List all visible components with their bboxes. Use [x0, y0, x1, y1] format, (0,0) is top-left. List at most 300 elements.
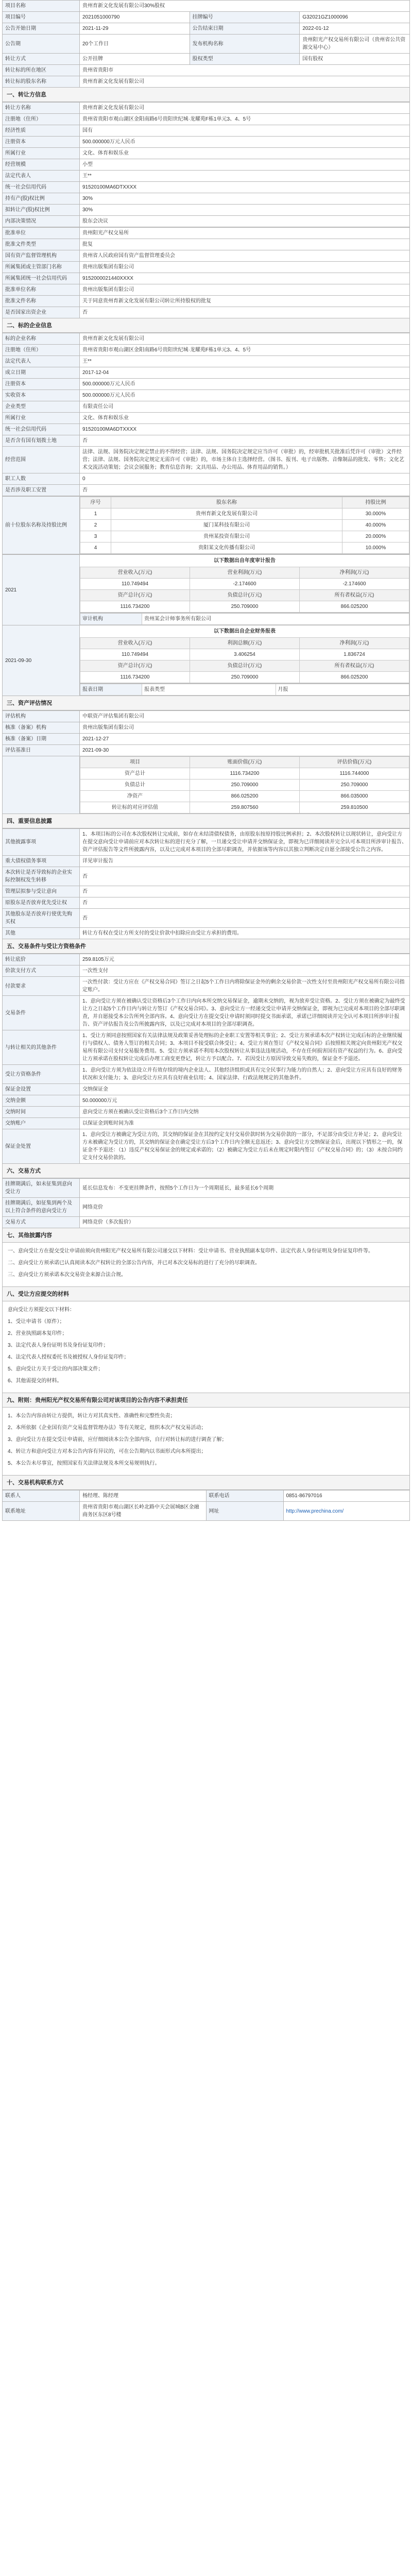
disclosure-field-value: 否: [80, 867, 410, 886]
audit-v1: 110.749494: [80, 579, 190, 590]
appraisal-approve: 贵州出版集团有限公司: [80, 722, 410, 734]
terms-field-row: [3, 1084, 410, 1095]
disclosure-field-row: [3, 886, 410, 897]
seller-field-row: [3, 171, 410, 182]
target-field-value: 2017-12-04: [80, 367, 410, 379]
recent-title: 以下数据出自企业财务报表: [214, 629, 276, 634]
rules-p3: 3、意向受让方在提交受让申请前，应仔细阅读本公告全部内容，自行对转让标的进行调查了解；: [8, 1437, 227, 1443]
seller-field-row: [3, 159, 410, 171]
terms-field-row: [3, 1107, 410, 1118]
appraisal-value-cell: 259.810500: [300, 802, 409, 814]
recent-date: 2021-09-30: [3, 625, 80, 696]
seller-field-label: 注册地（住所）: [3, 114, 80, 125]
recent-date-label: 报表日期: [80, 684, 142, 696]
target-field-value: 否: [80, 485, 410, 496]
material-item: 3、法定代表人身份证明书及身份证复印件；: [8, 1343, 109, 1348]
shareholder-name-label: 转让标的股东名称: [3, 76, 80, 88]
deal-field-value: 网络竞价（多次报价）: [80, 1217, 410, 1228]
terms-field-value: 1、意向受让方被确定为受让方的，其交纳的保证金在其按约定支付交易价款时转为交易价款的一部分，不足部分由受让方补足；2、意向受让方未被确定为受让方的，其交纳的保证金在确定受让方后3个工作日内全额无息返还；3、意向受让方交纳保证金后，出现以下情形之一的，保证金不予退还：（1）违反产权交易保证金的规定或承诺的；（2）被确定为受让方后未在规定时限内签订《产权交易合同》的；（3）未按合同约定支付交易价款的。: [80, 1129, 410, 1164]
target-field-label: 所属行业: [3, 413, 80, 424]
approval-field-label: 批准单位: [3, 228, 80, 239]
listing-code: G32021GZ1000096: [300, 12, 410, 23]
appraisal-value-cell: 负债总计: [80, 779, 190, 791]
recent-h4: 资产总计(万元): [80, 660, 190, 672]
rules-text: [2, 1408, 410, 1476]
section-terms-title: 五、交易条件与受让方资格条件: [2, 939, 410, 954]
section-target-title: 二、标的企业信息: [2, 318, 410, 333]
pay-method: 一次性支付: [80, 965, 410, 977]
seller-field-value: 30%: [80, 205, 410, 216]
seller-field-label: 转让方名称: [3, 103, 80, 114]
target-field-row: [3, 424, 410, 435]
rules-p1: 1、本公告内容由转让方提供，转让方对其真实性、准确性和完整性负责；: [8, 1413, 176, 1419]
section-rules-title: 九、附则：贵州阳光产权交易所有限公司对该项目的公告内容不承担责任: [2, 1393, 410, 1408]
shareholder-row: [80, 543, 409, 554]
recent-v1: 110.749494: [80, 649, 190, 660]
target-field-label: 是否涉及职工安置: [3, 485, 80, 496]
recent-h1: 营业收入(万元): [80, 638, 190, 649]
appraisal-value-cell: 259.807560: [190, 802, 300, 814]
approval-field-row: [3, 296, 410, 307]
terms-field-label: 付款要求: [3, 977, 80, 996]
materials-list: [2, 1301, 410, 1393]
org-label: 发布机构名称: [190, 35, 300, 54]
terms-field-label: 受让方资格条件: [3, 1065, 80, 1084]
disclosure-field-row: [3, 856, 410, 867]
deal-field-label: 挂牌期满后，如未征集到意向受让方: [3, 1179, 80, 1198]
sh-head-name: 股东名称: [111, 497, 342, 509]
approval-field-row: [3, 262, 410, 273]
start-date: 2021-11-29: [80, 23, 190, 35]
other-p1: 一、意向受让方在提交受让申请前须向贵州阳光产权交易所有限公司递交以下材料：受让申请书、营业执照副本复印件、法定代表人身份证明及身份证复印件等。: [8, 1248, 373, 1254]
seller-field-value: 91520100MA6DTXXXX: [80, 182, 410, 193]
seller-field-label: 法定代表人: [3, 171, 80, 182]
disclosure-field-label: 管理层拟参与受让意向: [3, 886, 80, 897]
disclosure-field-row: [3, 909, 410, 928]
target-field-label: 标的企业名称: [3, 333, 80, 345]
pay-method-label: 价款支付方式: [3, 965, 80, 977]
target-field-label: 法定代表人: [3, 356, 80, 367]
audit-v2: -2.174600: [190, 579, 300, 590]
project-code: 2021051000790: [80, 12, 190, 23]
target-field-row: [3, 345, 410, 356]
start-date-label: 公告开始日期: [3, 23, 80, 35]
org: 贵州阳光产权交易所有限公司（贵州省公共资源交易中心）: [300, 35, 410, 54]
deal-field-row: [3, 1217, 410, 1228]
fin-year-label: 2021: [3, 555, 80, 625]
appraisal-value-cell: 转让标的对应评估值: [80, 802, 190, 814]
shareholder-row: [80, 531, 409, 543]
approval-field-row: [3, 239, 410, 250]
approval-field-value: 关于同意贵州育新文化发展有限公司转让所持股权的批复: [80, 296, 410, 307]
terms-field-value: 50.000000万元: [80, 1095, 410, 1107]
project-name: 贵州育新文化发展有限公司30%股权: [80, 1, 410, 12]
seller-field-value: 国有: [80, 125, 410, 137]
recent-v6: 866.025200: [300, 672, 409, 683]
approval-field-label: 所属集团或主管部门名称: [3, 262, 80, 273]
material-item: 2、营业执照副本复印件；: [8, 1331, 67, 1336]
target-field-value: 500.000000万元人民币: [80, 390, 410, 401]
contact-name-label: 联系人: [3, 1490, 80, 1502]
project-name-label: 项目名称: [3, 1, 80, 12]
disclosure-field-row: [3, 897, 410, 909]
period: 20个工作日: [80, 35, 190, 54]
disclosure-field-row: [3, 829, 410, 856]
target-field-value: 500.000000万元人民币: [80, 379, 410, 390]
equity-type-label: 股权类型: [190, 54, 300, 65]
terms-field-label: 交纳时间: [3, 1107, 80, 1118]
target-field-value: 贵州省贵阳市观山湖区金阳南路6号贵阳世纪城·龙耀苑F栋1单元3、4、5号: [80, 345, 410, 356]
terms-field-row: [3, 1129, 410, 1164]
appraisal-org: 中联资产评估集团有限公司: [80, 711, 410, 722]
seller-field-row: [3, 205, 410, 216]
financial-table: [2, 554, 410, 696]
report-type-row: [80, 684, 409, 696]
audit-grid: [80, 567, 409, 613]
shareholder-cell: 2: [80, 520, 111, 531]
shareholder-cell: 1: [80, 509, 111, 520]
terms-field-value: 交纳保证金: [80, 1084, 410, 1095]
disclosure-field-label: 重大债权债务事项: [3, 856, 80, 867]
shareholder-cell: 30.000%: [342, 509, 409, 520]
seller-field-label: 经营规模: [3, 159, 80, 171]
shareholder-row: [80, 520, 409, 531]
seller-field-label: 内部决策情况: [3, 216, 80, 227]
seller-field-value: 贵州育新文化发展有限公司: [80, 103, 410, 114]
appraisal-base-label: 评估基准日: [3, 745, 80, 756]
target-field-row: [3, 333, 410, 345]
shareholder-cell: 厦门某科技有限公司: [111, 520, 342, 531]
appraisal-value-cell: 资产总计: [80, 768, 190, 779]
seller-field-row: [3, 193, 410, 205]
section-contact-title: 十、交易机构联系方式: [2, 1476, 410, 1490]
contact-name: 杨经理、陈经理: [80, 1490, 207, 1502]
recent-h3: 净利润(万元): [300, 638, 409, 649]
period-label: 公告期: [3, 35, 80, 54]
price-label: 转让底价: [3, 954, 80, 965]
approval-field-row: [3, 273, 410, 284]
shareholder-cell: 贵阳某文化传播有限公司: [111, 543, 342, 554]
deal-field-label: 交易方式: [3, 1217, 80, 1228]
sh-head-ratio: 持股比例: [342, 497, 409, 509]
seller-field-value: 贵州省贵阳市观山湖区金阳南路6号贵阳世纪城·龙耀苑F栋1单元3、4、5号: [80, 114, 410, 125]
approval-field-value: 贵州省人民政府国有资产监督管理委员会: [80, 250, 410, 262]
disclosure-field-row: [3, 867, 410, 886]
seller-field-value: 小型: [80, 159, 410, 171]
appraisal-table: [2, 710, 410, 814]
seller-field-row: [3, 137, 410, 148]
material-item: 4、法定代表人授权委托书及被授权人身份证复印件；: [8, 1354, 129, 1360]
deal-field-row: [3, 1179, 410, 1198]
recent-v5: 250.709000: [190, 672, 300, 683]
shareholders-table: [2, 496, 410, 554]
approval-field-row: [3, 284, 410, 296]
target-field-value: 有限责任公司: [80, 401, 410, 413]
section-appraisal-title: 三、资产评估情况: [2, 696, 410, 710]
audit-h6: 所有者权益(万元): [300, 590, 409, 601]
terms-field-row: [3, 1095, 410, 1107]
appraisal-value-cell: 1116.744000: [300, 768, 409, 779]
auditor-row: [80, 613, 409, 625]
target-field-label: 注册地（住所）: [3, 345, 80, 356]
seller-field-row: [3, 114, 410, 125]
appraisal-value-row: [80, 791, 409, 802]
terms-field-row: [3, 1065, 410, 1084]
terms-field-row: [3, 996, 410, 1030]
disclosure-field-label: 原股东是否放弃优先受让权: [3, 897, 80, 909]
target-field-value: 王**: [80, 356, 410, 367]
audit-h5: 负债总计(万元): [190, 590, 300, 601]
target-field-row: [3, 473, 410, 485]
terms-field-value: 1、受让方须同意按照国家有关法律法规及政策妥善处理标的企业职工安置等相关事宜；2、受让方须承诺本次产权转让完成后标的企业继续履行与债权人、债务人签订的相关合同；3、本项目不接受联合体受让；4、受让方须在签订《产权交易合同》后按照相关规定向贵州阳光产权交易所有限公司支付交易服务费用。5、受让方须承诺不利用本次股权转让从事违法违规活动，不存在任何损害国有资产权益的行为。6、意向受让方须承诺在股权转让完成后办理工商变更登记，转让方予以配合。7、若因受让方原因导致交易失败的，保证金不予退还。: [80, 1030, 410, 1065]
appraisal-date: 2021-12-27: [80, 734, 410, 745]
terms-field-value: 以保证金到账时间为准: [80, 1118, 410, 1129]
appraisal-value-cell: 250.709000: [300, 779, 409, 791]
shareholder-cell: 20.000%: [342, 531, 409, 543]
disclosure-field-label: 其他披露事项: [3, 829, 80, 856]
audit-h1: 营业收入(万元): [80, 567, 190, 579]
seller-field-value: 王**: [80, 171, 410, 182]
materials-intro: 意向受让方须提交以下材料：: [8, 1307, 75, 1313]
target-field-row: [3, 435, 410, 447]
deal-field-value: 网络竞价: [80, 1198, 410, 1217]
seller-field-value: 500.000000万元人民币: [80, 137, 410, 148]
terms-field-value: 1、意向受让方须在被确认受让资格后3个工作日内向本所交纳交易保证金，逾期未交纳的，视为放弃受让资格。2、受让方须在被确定为最终受让方之日起5个工作日内与转让方签订《产权交易合同》。3、意向受让方一经递交受让申请并交纳保证金，即视为已完成对本项目的全部尽职调查，并自愿接受本公告所列全部内容。4、意向受让方在提交受让申请时须同时提交书面承诺，承诺已详细阅读并完全认可本项目所涉审计报告、资产评估报告及公告所披露内容，以及已完成对本项目的全部尽职调查。: [80, 996, 410, 1030]
approval-field-value: 贵州阳光产权交易所: [80, 228, 410, 239]
approval-field-value: 9152000021440XXXX: [80, 273, 410, 284]
appraisal-base: 2021-09-30: [80, 745, 410, 756]
target-field-row: [3, 379, 410, 390]
shareholder-row: [80, 509, 409, 520]
end-date: 2022-01-12: [300, 23, 410, 35]
shareholder-cell: 40.000%: [342, 520, 409, 531]
approval-field-row: [3, 250, 410, 262]
seller-field-value: 文化、体育和娱乐业: [80, 148, 410, 159]
shareholder-name: 贵州育新文化发展有限公司: [80, 76, 410, 88]
appraisal-h2: 账面价值(万元): [190, 757, 300, 768]
rules-p2: 2、本所依据《企业国有资产交易监督管理办法》等有关规定，组织本次产权交易活动；: [8, 1425, 207, 1431]
target-field-row: [3, 356, 410, 367]
terms-field-label: 保证金设置: [3, 1084, 80, 1095]
terms-table: [2, 954, 410, 1164]
target-field-value: 0: [80, 473, 410, 485]
contact-addr-label: 联系地址: [3, 1502, 80, 1521]
disclosure-field-value: 转让方有权在受让方所支付的受让价款中扣除应由受让方承担的费用。: [80, 928, 410, 939]
contact-table: [2, 1490, 410, 1521]
other-disclosure: [2, 1243, 410, 1287]
section-other-title: 七、其他披露内容: [2, 1228, 410, 1243]
equity-type: 国有股权: [300, 54, 410, 65]
terms-field-label: 保证金处置: [3, 1129, 80, 1164]
shareholders-label: 前十位股东名称及持股比例: [3, 497, 80, 554]
audit-v6: 866.025200: [300, 601, 409, 613]
target-field-row: [3, 413, 410, 424]
target-field-label: 职工人数: [3, 473, 80, 485]
target-field-label: 实收资本: [3, 390, 80, 401]
recent-h5: 负债总计(万元): [190, 660, 300, 672]
appraisal-date-label: 核准（备案）日期: [3, 734, 80, 745]
seller-field-row: [3, 103, 410, 114]
terms-field-value: 1、意向受让方须为依法设立并有效存续的境内企业法人、其他经济组织或具有完全民事行为能力的自然人；2、意向受让方应具有良好的财务状况和支付能力；3、意向受让方应具有良好商业信用；4、国家法律、行政法规规定的其他条件。: [80, 1065, 410, 1084]
disclosure-table: [2, 828, 410, 939]
approval-field-row: [3, 307, 410, 318]
audit-title: 以下数据出自年度审计报告: [214, 558, 276, 564]
price: 259.8105万元: [80, 954, 410, 965]
appraisal-value-cell: 250.709000: [190, 779, 300, 791]
target-field-row: [3, 390, 410, 401]
section-materials-title: 八、受让方应提交的材料: [2, 1287, 410, 1301]
end-date-label: 公告结束日期: [190, 23, 300, 35]
region: 贵州省贵阳市: [80, 65, 410, 76]
auditor: 贵州某会计师事务所有限公司: [142, 614, 409, 625]
seller-field-label: 持有产(股)权比例: [3, 193, 80, 205]
target-field-value: 文化、体育和娱乐业: [80, 413, 410, 424]
appraisal-value-row: [80, 779, 409, 791]
approval-field-value: 批复: [80, 239, 410, 250]
contact-web-link[interactable]: http://www.prechina.com/: [283, 1502, 410, 1521]
appraisal-h3: 评估价值(万元): [300, 757, 409, 768]
appraisal-value-cell: 1116.734200: [190, 768, 300, 779]
seller-field-label: 注册资本: [3, 137, 80, 148]
appraisal-values-grid: [80, 756, 409, 814]
recent-grid: [80, 637, 409, 683]
seller-field-row: [3, 216, 410, 227]
target-field-label: 成立日期: [3, 367, 80, 379]
audit-v4: 1116.734200: [80, 601, 190, 613]
terms-field-row: [3, 977, 410, 996]
shareholder-cell: 3: [80, 531, 111, 543]
recent-v3: 1.836724: [300, 649, 409, 660]
shareholder-cell: 10.000%: [342, 543, 409, 554]
terms-field-value: 一次性付款：受让方应在《产权交易合同》签订之日起5个工作日内将除保证金外的剩余交易价款一次性支付至贵州阳光产权交易所有限公司指定账户。: [80, 977, 410, 996]
report-type: 月报: [276, 684, 409, 696]
appraisal-value-cell: 866.035000: [300, 791, 409, 802]
shareholder-cell: 贵州育新文化发展有限公司: [111, 509, 342, 520]
target-field-row: [3, 367, 410, 379]
approval-field-label: 批准文件类型: [3, 239, 80, 250]
terms-field-label: 与转让相关的其他条件: [3, 1030, 80, 1065]
material-item: 6、其他需提交的材料。: [8, 1378, 62, 1384]
target-field-value: 贵州育新文化发展有限公司: [80, 333, 410, 345]
seller-field-label: 统一社会信用代码: [3, 182, 80, 193]
appraisal-value-row: [80, 802, 409, 814]
audit-h3: 净利润(万元): [300, 567, 409, 579]
listing-code-label: 挂牌编号: [190, 12, 300, 23]
target-field-label: 企业类型: [3, 401, 80, 413]
seller-field-row: [3, 125, 410, 137]
disclosure-field-row: [3, 928, 410, 939]
contact-phone: 0851-86797016: [283, 1490, 410, 1502]
disclosure-field-value: 1、本项目标的公司在本次股权转让完成前，如存在未结清债权债务，由原股东按原持股比例承担；2、本次股权转让以现状转让，意向受让方在提交意向受让申请前应对本次转让标的进行充分了解，一旦递交受让申请并交纳保证金，即视为已详细阅读并完全认可本项目所涉审计报告、资产评估报告等文件所披露内容，以及已完成对本项目的全部尽职调查，并依据该等内容以其独立判断决定自愿全部接受公告之内容。: [80, 829, 410, 856]
shareholders-inner: [80, 497, 409, 554]
seller-field-row: [3, 148, 410, 159]
target-table: [2, 333, 410, 496]
recent-h6: 所有者权益(万元): [300, 660, 409, 672]
seller-field-value: 股东会决议: [80, 216, 410, 227]
appraisal-value-cell: 866.025200: [190, 791, 300, 802]
deal-field-row: [3, 1198, 410, 1217]
section-deal-title: 六、交易方式: [2, 1164, 410, 1178]
transfer-type-label: 转让方式: [3, 54, 80, 65]
terms-field-row: [3, 1030, 410, 1065]
disclosure-field-label: 其他股东是否放弃行使优先购买权: [3, 909, 80, 928]
recent-v2: 3.406254: [190, 649, 300, 660]
project-code-label: 项目编号: [3, 12, 80, 23]
target-field-value: 91520100MA6DTXXXX: [80, 424, 410, 435]
audit-h2: 营业利润(万元): [190, 567, 300, 579]
contact-addr: 贵州省贵阳市观山湖区长岭北路中天会展城B区金融商务区东区8号楼: [80, 1502, 207, 1521]
terms-field-label: 交纳金额: [3, 1095, 80, 1107]
seller-table: [2, 102, 410, 227]
approval-field-value: 贵州出版集团有限公司: [80, 284, 410, 296]
audit-v3: -2.174600: [300, 579, 409, 590]
report-type-label: 报表类型: [142, 684, 276, 696]
target-field-label: 注册资本: [3, 379, 80, 390]
terms-field-label: 交纳账户: [3, 1118, 80, 1129]
other-p2: 二、意向受让方须承诺已认真阅读本次产权转让的全部公告内容，并已对本次交易标的进行了充分的尽职调查。: [8, 1260, 260, 1266]
section-disclosure-title: 四、重要信息披露: [2, 814, 410, 828]
recent-v4: 1116.734200: [80, 672, 190, 683]
target-field-label: 统一社会信用代码: [3, 424, 80, 435]
contact-phone-label: 联系电话: [206, 1490, 283, 1502]
approval-field-label: 是否国家出资企业: [3, 307, 80, 318]
approval-field-row: [3, 228, 410, 239]
audit-h4: 资产总计(万元): [80, 590, 190, 601]
approval-field-label: 所属集团统一社会信用代码: [3, 273, 80, 284]
approval-field-label: 国有资产监督管理机构: [3, 250, 80, 262]
sh-head-no: 序号: [80, 497, 111, 509]
terms-field-label: 交易条件: [3, 996, 80, 1030]
deal-field-value: 延长信息发布：不变更挂牌条件，按照5个工作日为一个周期延长，最多延长6个周期: [80, 1179, 410, 1198]
disclosure-field-value: 否: [80, 897, 410, 909]
rules-p4: 4、转让方和意向受让方对本公告内容有异议的，可在公告期内以书面形式向本所提出；: [8, 1449, 207, 1454]
target-field-row: [3, 447, 410, 473]
target-field-row: [3, 485, 410, 496]
target-field-label: 经营范围: [3, 447, 80, 473]
approval-field-label: 批准单位名称: [3, 284, 80, 296]
shareholder-cell: 贵州某投资有限公司: [111, 531, 342, 543]
section-seller-title: 一、转让方信息: [2, 88, 410, 102]
approval-table: [2, 227, 410, 318]
approval-field-value: 否: [80, 307, 410, 318]
terms-field-value: 意向受让方须在被确认受让资格后3个工作日内交纳: [80, 1107, 410, 1118]
deal-table: [2, 1178, 410, 1228]
seller-field-label: 拟转让产(股)权比例: [3, 205, 80, 216]
material-item: 5、意向受让方关于受让的内部决策文件；: [8, 1366, 104, 1372]
appraisal-value-row: [80, 768, 409, 779]
seller-field-row: [3, 182, 410, 193]
disclosure-field-value: 否: [80, 886, 410, 897]
target-field-label: 是否含有国有划拨土地: [3, 435, 80, 447]
target-field-value: 法律、法规、国务院决定规定禁止的不得经营；法律、法规、国务院决定规定应当许可（审批）的，经审批机关批准后凭许可（审批）文件经营；法律、法规、国务院决定规定无需许可（审批）的，市场主体自主选择经营。（图书、报刊、电子出版物、音像制品的批发、零售；文化艺术交流活动策划；会议会展服务；教育信息咨询；文具用品、办公用品、体育用品的销售。）: [80, 447, 410, 473]
appraisal-value-cell: 净资产: [80, 791, 190, 802]
project-header-table: [2, 0, 410, 88]
disclosure-field-label: 其他: [3, 928, 80, 939]
disclosure-field-value: 否: [80, 909, 410, 928]
seller-field-value: 30%: [80, 193, 410, 205]
shareholder-cell: 4: [80, 543, 111, 554]
recent-h2: 利润总额(万元): [190, 638, 300, 649]
contact-web-label: 网址: [206, 1502, 283, 1521]
deal-field-label: 挂牌期满后，如征集到两个及以上符合条件的意向受让方: [3, 1198, 80, 1217]
seller-field-label: 所属行业: [3, 148, 80, 159]
seller-field-label: 经济性质: [3, 125, 80, 137]
target-field-row: [3, 401, 410, 413]
appraisal-h1: 项目: [80, 757, 190, 768]
material-item: 1、受让申请书（原件）；: [8, 1319, 65, 1325]
appraisal-approve-label: 核准（备案）机构: [3, 722, 80, 734]
approval-field-label: 批准文件名称: [3, 296, 80, 307]
